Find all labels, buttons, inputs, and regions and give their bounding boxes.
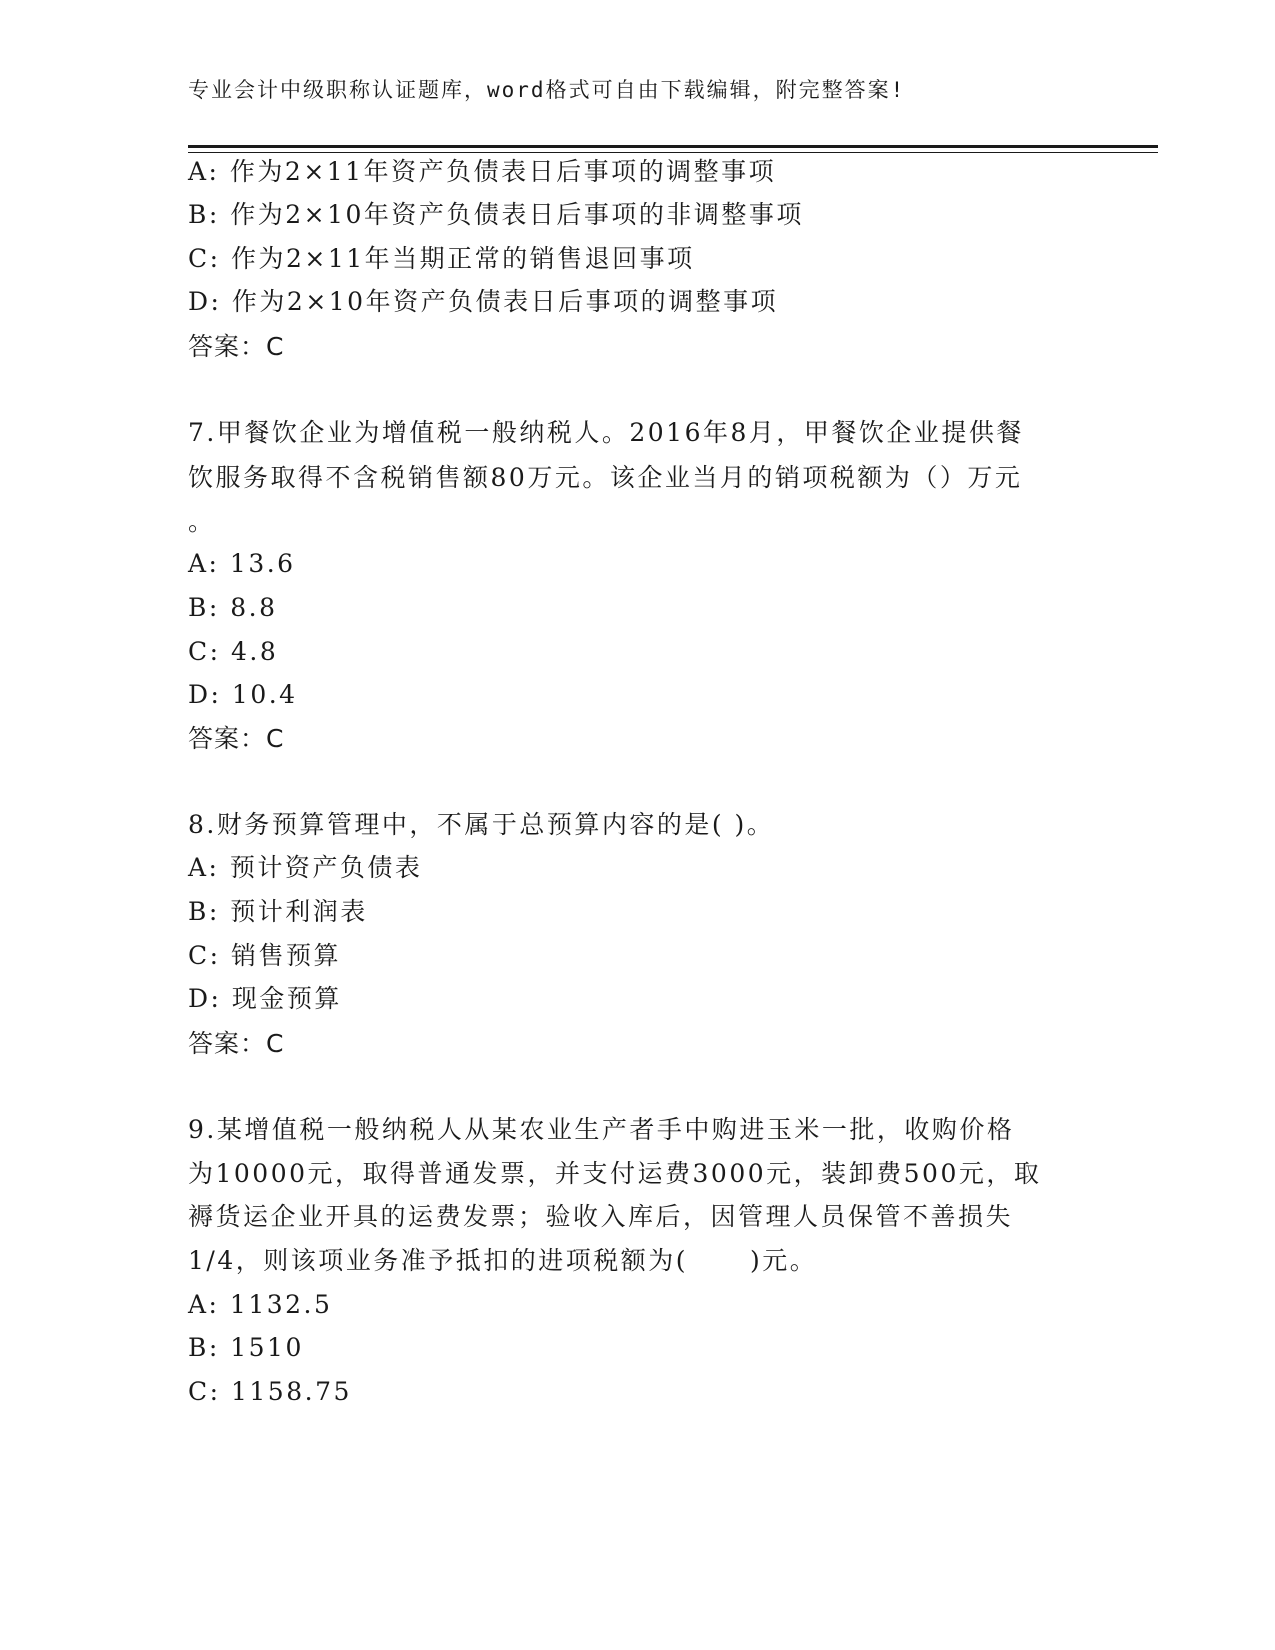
option-d: D: 现金预算: [188, 984, 342, 1013]
question-stem: 7.甲餐饮企业为增值税一般纳税人。2016年8月，甲餐饮企业提供餐: [188, 418, 1024, 447]
question-stem: 。: [188, 507, 216, 536]
option-a: A: 作为2×11年资产负债表日后事项的调整事项: [188, 157, 777, 186]
question-stem-part: )元。: [750, 1246, 818, 1275]
option-d: D: 作为2×10年资产负债表日后事项的调整事项: [188, 287, 779, 316]
answer: 答案：C: [188, 332, 285, 361]
answer: 答案：C: [188, 724, 285, 753]
option-a: A: 预计资产负债表: [188, 853, 423, 882]
option-c: C: 销售预算: [188, 941, 341, 970]
question-stem: 8.财务预算管理中，不属于总预算内容的是( )。: [188, 810, 775, 839]
question-stem: 饮服务取得不含税销售额80万元。该企业当月的销项税额为（）万元: [188, 463, 1023, 492]
question-stem: 9.某增值税一般纳税人从某农业生产者手中购进玉米一批，收购价格: [188, 1115, 1015, 1144]
question-stem: 为10000元，取得普通发票，并支付运费3000元，装卸费500元，取: [188, 1159, 1042, 1188]
option-b: B: 作为2×10年资产负债表日后事项的非调整事项: [188, 200, 804, 229]
option-c: C: 4.8: [188, 637, 279, 666]
option-a: A: 1132.5: [188, 1290, 333, 1319]
question-stem-part: 1/4，则该项业务准予抵扣的进项税额为(: [188, 1246, 688, 1275]
header-divider-thin: [188, 152, 1158, 153]
answer: 答案：C: [188, 1029, 285, 1058]
page-header: 专业会计中级职称认证题库，word格式可自由下载编辑，附完整答案!: [188, 78, 906, 102]
option-b: B: 8.8: [188, 593, 278, 622]
header-divider: [188, 145, 1158, 148]
question-stem: 褥货运企业开具的运费发票；验收入库后，因管理人员保管不善损失: [188, 1202, 1014, 1231]
option-c: C: 1158.75: [188, 1377, 352, 1406]
option-b: B: 1510: [188, 1333, 304, 1362]
option-b: B: 预计利润表: [188, 897, 368, 926]
option-a: A: 13.6: [188, 549, 296, 578]
question-stem: [188, 1246, 817, 1276]
option-d: D: 10.4: [188, 680, 298, 709]
option-c: C: 作为2×11年当期正常的销售退回事项: [188, 244, 695, 273]
